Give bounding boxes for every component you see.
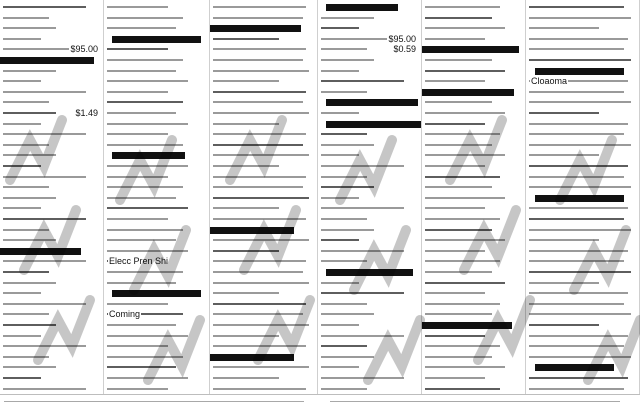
text-line	[321, 303, 367, 311]
text-line	[425, 356, 492, 364]
text-line	[425, 27, 505, 35]
text-line	[529, 292, 628, 300]
text-line	[107, 80, 188, 88]
text-line	[425, 80, 485, 88]
highlight-band	[112, 290, 201, 297]
text-line	[107, 59, 183, 67]
text-line	[213, 123, 279, 131]
text-line	[321, 112, 359, 120]
text-line	[425, 59, 492, 67]
text-line	[529, 303, 624, 311]
text-line	[425, 366, 505, 374]
highlight-band	[535, 68, 624, 75]
text-line	[425, 271, 492, 279]
text-line	[107, 218, 168, 226]
text-line	[213, 17, 303, 25]
text-line	[425, 335, 485, 343]
text-line	[107, 165, 188, 173]
text-line	[3, 282, 56, 290]
highlight-band	[326, 99, 418, 106]
highlight-band	[0, 248, 81, 255]
text-line	[3, 176, 86, 184]
text-line	[107, 70, 176, 78]
text-line	[3, 356, 49, 364]
text-line	[425, 345, 500, 353]
text-line	[529, 250, 628, 258]
text-line	[3, 80, 41, 88]
text-line	[107, 324, 176, 332]
text-line	[3, 17, 49, 25]
text-line	[107, 335, 188, 343]
text-line	[321, 154, 359, 162]
text-line	[321, 197, 359, 205]
text-line	[529, 133, 624, 141]
text-line	[213, 207, 279, 215]
highlight-band	[422, 322, 512, 329]
text-line	[213, 218, 306, 226]
text-line	[529, 229, 631, 237]
text-line	[213, 197, 309, 205]
text-line	[425, 207, 485, 215]
item-price: $0.59	[393, 44, 416, 55]
page-footer	[0, 394, 640, 410]
text-line	[425, 133, 500, 141]
text-line	[529, 27, 599, 35]
text-line	[3, 207, 41, 215]
highlight-band	[326, 121, 421, 128]
text-line	[425, 123, 485, 131]
text-line	[425, 186, 492, 194]
text-line	[425, 313, 492, 321]
text-line	[213, 345, 306, 353]
text-line	[213, 335, 279, 343]
text-line	[425, 144, 492, 152]
text-line	[213, 176, 306, 184]
text-line	[529, 101, 631, 109]
text-line	[529, 165, 628, 173]
text-line	[529, 186, 631, 194]
text-line	[529, 123, 628, 131]
item-price: $95.00	[70, 44, 98, 55]
text-line	[321, 59, 374, 67]
highlight-band	[535, 364, 614, 371]
text-line	[213, 165, 279, 173]
text-line	[321, 250, 404, 258]
text-line	[425, 70, 505, 78]
text-line	[529, 59, 631, 67]
highlight-band	[210, 227, 294, 234]
text-line	[3, 313, 49, 321]
item-label: Elecc Pren Shi	[109, 256, 169, 267]
text-line	[321, 260, 367, 268]
text-line	[529, 239, 599, 247]
text-line	[321, 366, 359, 374]
text-line	[321, 207, 404, 215]
text-line	[321, 48, 367, 56]
text-line	[529, 91, 624, 99]
column-1	[0, 0, 104, 394]
text-line	[3, 271, 49, 279]
text-line	[529, 377, 628, 385]
text-line	[3, 218, 86, 226]
text-line	[213, 313, 303, 321]
text-line	[529, 6, 624, 14]
text-line	[213, 91, 306, 99]
text-line	[3, 70, 56, 78]
text-line	[321, 80, 404, 88]
text-line	[529, 176, 624, 184]
text-line	[321, 377, 404, 385]
text-line	[107, 356, 183, 364]
text-line	[3, 239, 56, 247]
text-line	[425, 292, 485, 300]
text-line	[3, 6, 86, 14]
text-line	[107, 123, 188, 131]
text-line	[213, 70, 309, 78]
text-line	[321, 91, 367, 99]
text-line	[107, 27, 176, 35]
highlight-band	[422, 46, 519, 53]
text-line	[213, 377, 279, 385]
text-line	[107, 112, 176, 120]
text-line	[3, 229, 49, 237]
highlight-band	[535, 195, 624, 202]
text-line	[3, 377, 41, 385]
text-line	[321, 345, 367, 353]
text-line	[321, 17, 374, 25]
text-line	[425, 229, 492, 237]
text-line	[3, 154, 56, 162]
text-line	[213, 324, 309, 332]
text-line	[425, 17, 492, 25]
text-line	[213, 186, 303, 194]
text-line	[529, 144, 631, 152]
text-line	[425, 197, 505, 205]
text-line	[529, 260, 624, 268]
highlight-band	[326, 4, 398, 11]
highlight-band	[326, 269, 413, 276]
text-line	[107, 366, 176, 374]
text-line	[529, 48, 624, 56]
text-line	[529, 282, 599, 290]
text-line	[213, 38, 279, 46]
text-line	[425, 154, 505, 162]
text-line	[213, 80, 279, 88]
text-line	[107, 345, 168, 353]
text-line	[529, 345, 624, 353]
text-line	[213, 271, 303, 279]
text-line	[213, 366, 309, 374]
text-line	[3, 345, 86, 353]
text-line	[107, 101, 183, 109]
text-line	[3, 165, 41, 173]
text-line	[3, 38, 41, 46]
highlight-band	[422, 89, 514, 96]
text-line	[213, 6, 306, 14]
text-line	[425, 282, 505, 290]
text-line	[321, 292, 404, 300]
text-line	[321, 144, 374, 152]
text-line	[107, 176, 168, 184]
text-line	[213, 260, 306, 268]
text-line	[3, 324, 56, 332]
text-line	[529, 207, 628, 215]
text-line	[425, 112, 505, 120]
text-line	[3, 303, 86, 311]
text-line	[3, 366, 56, 374]
text-line	[321, 186, 374, 194]
text-line	[321, 27, 359, 35]
text-line	[529, 154, 599, 162]
text-line	[529, 38, 628, 46]
text-line	[321, 218, 367, 226]
text-line	[529, 112, 599, 120]
text-line	[425, 101, 492, 109]
footer-text-line	[4, 401, 304, 409]
text-line	[213, 154, 309, 162]
text-line	[107, 282, 176, 290]
text-line	[321, 133, 367, 141]
text-line	[321, 70, 359, 78]
text-line	[529, 313, 631, 321]
text-line	[425, 165, 485, 173]
column-5	[422, 0, 526, 394]
text-line	[213, 239, 309, 247]
text-line	[425, 176, 500, 184]
text-line	[107, 186, 183, 194]
column-3	[210, 0, 318, 394]
item-price: $1.49	[75, 108, 98, 118]
text-line	[107, 239, 176, 247]
column-2	[104, 0, 210, 394]
text-line	[3, 27, 56, 35]
text-line	[529, 218, 624, 226]
text-line	[213, 112, 309, 120]
text-line	[3, 186, 49, 194]
text-line	[107, 207, 188, 215]
highlight-band	[210, 354, 294, 361]
text-line	[321, 313, 374, 321]
text-line	[213, 303, 306, 311]
text-line	[213, 292, 279, 300]
text-line	[107, 377, 188, 385]
text-line	[529, 17, 631, 25]
highlight-band	[0, 57, 94, 64]
text-line	[529, 271, 631, 279]
text-line	[321, 176, 367, 184]
text-line	[3, 112, 56, 120]
text-line	[213, 250, 279, 258]
column-4	[318, 0, 422, 394]
text-line	[107, 197, 176, 205]
text-line	[529, 324, 599, 332]
text-line	[107, 48, 168, 56]
text-line	[213, 101, 303, 109]
text-line	[107, 229, 183, 237]
text-line	[321, 335, 404, 343]
text-line	[107, 17, 183, 25]
highlight-band	[112, 36, 201, 43]
text-line	[321, 239, 359, 247]
highlight-band	[210, 25, 301, 32]
text-line	[3, 133, 86, 141]
text-line	[425, 250, 485, 258]
text-line	[107, 133, 168, 141]
text-line	[3, 101, 49, 109]
footer-text-line	[330, 401, 620, 409]
text-line	[321, 282, 359, 290]
text-line	[3, 335, 41, 343]
text-line	[213, 133, 306, 141]
text-line	[107, 91, 168, 99]
text-line	[3, 292, 41, 300]
text-line	[3, 91, 86, 99]
text-line	[529, 356, 631, 364]
column-6	[526, 0, 640, 394]
text-line	[213, 282, 309, 290]
text-line	[213, 59, 303, 67]
text-line	[321, 356, 374, 364]
text-line	[3, 123, 41, 131]
item-label: Coming	[109, 309, 141, 320]
text-line	[425, 38, 485, 46]
item-price: $95.00	[388, 33, 416, 44]
text-line	[425, 303, 500, 311]
text-line	[107, 144, 183, 152]
text-line	[213, 48, 306, 56]
text-line	[529, 335, 628, 343]
text-line	[425, 377, 485, 385]
highlight-band	[112, 152, 185, 159]
text-line	[107, 271, 183, 279]
text-line	[3, 260, 86, 268]
text-line	[425, 239, 505, 247]
text-line	[425, 260, 500, 268]
text-line	[3, 144, 49, 152]
text-line	[107, 6, 168, 14]
text-line	[213, 144, 303, 152]
item-label: Cloaoma	[531, 76, 568, 87]
text-line	[3, 197, 56, 205]
text-line	[425, 218, 500, 226]
text-line	[425, 6, 500, 14]
text-line	[321, 324, 359, 332]
text-line	[321, 229, 374, 237]
text-line	[321, 165, 404, 173]
